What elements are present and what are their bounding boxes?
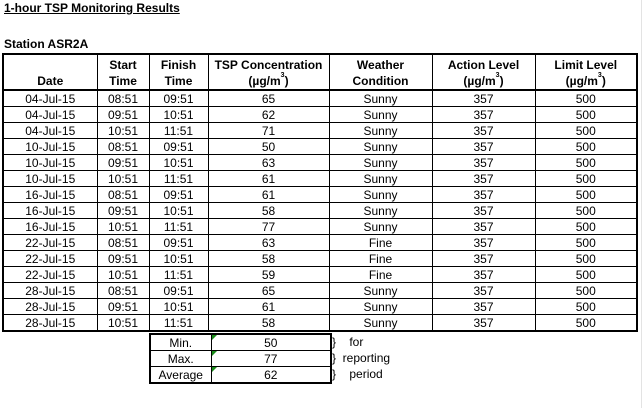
cell-limit-level[interactable]: 500 <box>535 251 637 267</box>
cell-date[interactable]: 16-Jul-15 <box>3 219 97 235</box>
cell-tsp[interactable]: 63 <box>208 155 329 171</box>
cell-finish-time[interactable]: 10:51 <box>149 155 208 171</box>
table-row <box>3 155 637 171</box>
cell-date[interactable]: 10-Jul-15 <box>3 139 97 155</box>
cell-date[interactable]: 28-Jul-15 <box>3 315 97 332</box>
formula-indicator-icon <box>212 351 217 356</box>
cell-finish-time[interactable]: 10:51 <box>149 251 208 267</box>
cell-finish-time[interactable]: 11:51 <box>149 315 208 332</box>
cell-date[interactable]: 16-Jul-15 <box>3 203 97 219</box>
cell-action-level[interactable]: 357 <box>432 155 535 171</box>
cell-action-level[interactable]: 357 <box>432 123 535 139</box>
cell-limit-level[interactable]: 500 <box>535 283 637 299</box>
cell-action-level[interactable]: 357 <box>432 283 535 299</box>
table-header-row <box>3 54 637 90</box>
cell-finish-time[interactable]: 09:51 <box>149 187 208 203</box>
formula-indicator-icon <box>212 367 217 372</box>
cell-tsp[interactable]: 65 <box>208 90 329 107</box>
stat-value[interactable] <box>211 367 331 384</box>
cell-start-time[interactable]: 09:51 <box>97 203 149 219</box>
cell-limit-level[interactable]: 500 <box>535 315 637 332</box>
cell-limit-level[interactable]: 500 <box>535 299 637 315</box>
cell-start-time[interactable]: 08:51 <box>97 139 149 155</box>
cell-weather[interactable]: Fine <box>329 235 432 251</box>
cell-limit-level[interactable]: 500 <box>535 107 637 123</box>
header-finish-time[interactable]: Finish Time <box>149 54 208 90</box>
cell-tsp[interactable]: 77 <box>208 219 329 235</box>
cell-limit-level[interactable]: 500 <box>535 235 637 251</box>
table-row <box>3 123 637 139</box>
table-row <box>3 315 637 332</box>
header-date[interactable]: Date <box>3 54 97 90</box>
reporting-period-note: } for <box>332 335 364 349</box>
table-row <box>3 267 637 283</box>
cell-limit-level[interactable]: 500 <box>535 219 637 235</box>
cell-limit-level[interactable]: 500 <box>535 187 637 203</box>
stat-value-text: 50 <box>264 335 278 350</box>
cell-weather[interactable]: Sunny <box>329 155 432 171</box>
sheet-title: 1-hour TSP Monitoring Results <box>4 1 180 15</box>
cell-limit-level[interactable]: 500 <box>535 139 637 155</box>
header-action-level[interactable]: Action Level $(\mu g/m^3)$ <box>432 54 535 90</box>
cell-weather[interactable]: Fine <box>329 267 432 283</box>
cell-action-level[interactable]: 357 <box>432 219 535 235</box>
cell-weather[interactable]: Sunny <box>329 139 432 155</box>
summary-stats-table <box>149 333 332 384</box>
cell-weather[interactable]: Sunny <box>329 187 432 203</box>
table-row <box>3 139 637 155</box>
cell-action-level[interactable]: 357 <box>432 267 535 283</box>
cell-action-level[interactable]: 357 <box>432 203 535 219</box>
cell-tsp[interactable]: 62 <box>208 107 329 123</box>
cell-action-level[interactable]: 357 <box>432 139 535 155</box>
cell-finish-time[interactable]: 11:51 <box>149 171 208 187</box>
cell-date[interactable]: 04-Jul-15 <box>3 107 97 123</box>
cell-weather[interactable]: Sunny <box>329 299 432 315</box>
cell-date[interactable]: 10-Jul-15 <box>3 171 97 187</box>
cell-finish-time[interactable]: 09:51 <box>149 283 208 299</box>
header-limit-level[interactable]: Limit Level $(\mu g/m^3)$ <box>535 54 637 90</box>
cell-date[interactable]: 16-Jul-15 <box>3 187 97 203</box>
table-row <box>3 90 637 107</box>
cell-tsp[interactable]: 50 <box>208 139 329 155</box>
header-weather-condition[interactable]: Weather Condition <box>329 54 432 90</box>
reporting-period-note: } period <box>332 367 383 381</box>
stat-value-text: 62 <box>264 367 278 382</box>
cell-action-level[interactable]: 357 <box>432 187 535 203</box>
table-row <box>3 203 637 219</box>
stats-row <box>150 351 331 367</box>
cell-limit-level[interactable]: 500 <box>535 90 637 107</box>
header-start-time[interactable]: Start Time <box>97 54 149 90</box>
cell-finish-time[interactable]: 09:51 <box>149 139 208 155</box>
table-row <box>3 283 637 299</box>
cell-start-time[interactable]: 10:51 <box>97 123 149 139</box>
cell-start-time[interactable]: 08:51 <box>97 283 149 299</box>
cell-tsp[interactable]: 61 <box>208 299 329 315</box>
cell-limit-level[interactable]: 500 <box>535 171 637 187</box>
table-row <box>3 187 637 203</box>
cell-start-time[interactable]: 08:51 <box>97 187 149 203</box>
cell-tsp[interactable]: 58 <box>208 315 329 332</box>
cell-action-level[interactable]: 357 <box>432 171 535 187</box>
cell-tsp[interactable]: 71 <box>208 123 329 139</box>
cell-date[interactable]: 04-Jul-15 <box>3 123 97 139</box>
cell-finish-time[interactable]: 10:51 <box>149 203 208 219</box>
cell-start-time[interactable]: 10:51 <box>97 171 149 187</box>
stat-value[interactable] <box>211 334 331 351</box>
stats-row <box>150 367 331 384</box>
cell-weather[interactable]: Sunny <box>329 283 432 299</box>
cell-weather[interactable]: Sunny <box>329 123 432 139</box>
cell-start-time[interactable]: 10:51 <box>97 315 149 332</box>
cell-action-level[interactable]: 357 <box>432 107 535 123</box>
cell-weather[interactable]: Sunny <box>329 219 432 235</box>
cell-limit-level[interactable]: 500 <box>535 123 637 139</box>
cell-weather[interactable]: Sunny <box>329 315 432 332</box>
table-row <box>3 235 637 251</box>
stat-label[interactable]: Min. <box>150 334 211 351</box>
cell-tsp[interactable]: 65 <box>208 283 329 299</box>
header-tsp-concentration[interactable]: TSP Concentration $(\mu g/m^3)$ <box>208 54 329 90</box>
cell-date[interactable]: 28-Jul-15 <box>3 299 97 315</box>
cell-weather[interactable]: Fine <box>329 251 432 267</box>
table-row <box>3 107 637 123</box>
stat-value[interactable] <box>211 351 331 367</box>
cell-action-level[interactable]: 357 <box>432 251 535 267</box>
cell-tsp[interactable]: 61 <box>208 171 329 187</box>
cell-tsp[interactable]: 58 <box>208 251 329 267</box>
cell-finish-time[interactable]: 11:51 <box>149 123 208 139</box>
cell-start-time[interactable]: 08:51 <box>97 235 149 251</box>
cell-action-level[interactable]: 357 <box>432 315 535 332</box>
cell-weather[interactable]: Sunny <box>329 203 432 219</box>
station-label: Station ASR2A <box>4 37 89 51</box>
cell-finish-time[interactable]: 11:51 <box>149 219 208 235</box>
cell-start-time[interactable]: 10:51 <box>97 219 149 235</box>
table-row <box>3 219 637 235</box>
cell-limit-level[interactable]: 500 <box>535 203 637 219</box>
cell-finish-time[interactable]: 09:51 <box>149 235 208 251</box>
reporting-period-note: } reporting <box>332 351 391 365</box>
cell-limit-level[interactable]: 500 <box>535 267 637 283</box>
table-row <box>3 299 637 315</box>
cell-start-time[interactable]: 10:51 <box>97 267 149 283</box>
cell-action-level[interactable]: 357 <box>432 90 535 107</box>
cell-date[interactable]: 22-Jul-15 <box>3 267 97 283</box>
cell-start-time[interactable]: 09:51 <box>97 299 149 315</box>
cell-weather[interactable]: Sunny <box>329 107 432 123</box>
cell-tsp[interactable]: 59 <box>208 267 329 283</box>
cell-date[interactable]: 10-Jul-15 <box>3 155 97 171</box>
table-row <box>3 251 637 267</box>
cell-tsp[interactable]: 63 <box>208 235 329 251</box>
stat-value-text: 77 <box>264 351 278 366</box>
stat-label[interactable]: Average <box>150 367 211 384</box>
cell-action-level[interactable]: 357 <box>432 235 535 251</box>
tsp-results-table <box>2 53 638 332</box>
formula-indicator-icon <box>212 335 217 340</box>
cell-finish-time[interactable]: 09:51 <box>149 90 208 107</box>
cell-finish-time[interactable]: 10:51 <box>149 107 208 123</box>
cell-date[interactable]: 22-Jul-15 <box>3 235 97 251</box>
stats-row <box>150 334 331 351</box>
cell-finish-time[interactable]: 11:51 <box>149 267 208 283</box>
cell-tsp[interactable]: 58 <box>208 203 329 219</box>
cell-action-level[interactable]: 357 <box>432 299 535 315</box>
cell-start-time[interactable]: 09:51 <box>97 251 149 267</box>
cell-start-time[interactable]: 08:51 <box>97 90 149 107</box>
cell-finish-time[interactable]: 10:51 <box>149 299 208 315</box>
cell-limit-level[interactable]: 500 <box>535 155 637 171</box>
cell-start-time[interactable]: 09:51 <box>97 155 149 171</box>
stat-label[interactable]: Max. <box>150 351 211 367</box>
cell-date[interactable]: 22-Jul-15 <box>3 251 97 267</box>
cell-weather[interactable]: Sunny <box>329 90 432 107</box>
cell-weather[interactable]: Sunny <box>329 171 432 187</box>
cell-date[interactable]: 04-Jul-15 <box>3 90 97 107</box>
cell-tsp[interactable]: 61 <box>208 187 329 203</box>
cell-date[interactable]: 28-Jul-15 <box>3 283 97 299</box>
cell-start-time[interactable]: 09:51 <box>97 107 149 123</box>
table-row <box>3 171 637 187</box>
